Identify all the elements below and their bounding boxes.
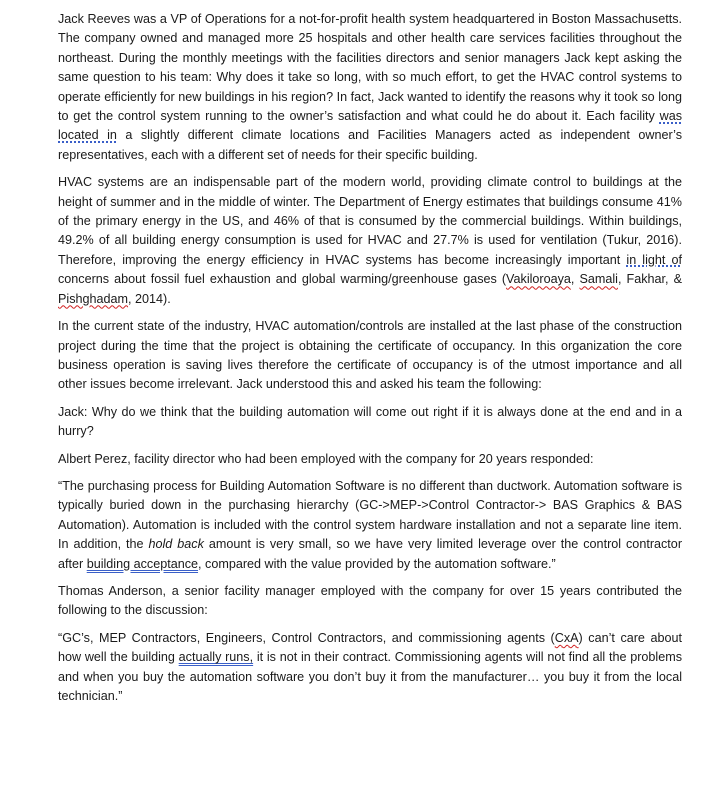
text-run: , Fakhar, &: [617, 272, 682, 287]
text-run: “The purchasing process for Building Automation Software is no different than ductwork. Automation software is typically buried down in the purchasing hierarchy (GC->MEP->Control Contractor-> BAS Graphics & BAS Automation). Automation is included with the control system hardware installation and not a separate line item. In addition, the: [58, 478, 682, 552]
text-run: Jack: Why do we think that the building automation will come out right if it is always done at the end and in a hurry?: [58, 404, 682, 439]
text-run: HVAC systems are an indispensable part of the modern world, providing climate control to buildings at the height of summer and in the middle of winter. The Department of Energy estimates that buildings consume 41% of the primary energy in the US, and 46% of that is consumed by the commercial buildings. Within buildings, 49.2% of all building energy consumption is used for HVAC and 27.7% is used for ventilation (Tukur, 2016). Therefore, improving the energy efficiency in HVAC systems has become increasingly important: [58, 175, 682, 267]
marked-text-spell[interactable]: Pishghadam: [58, 291, 129, 306]
text-run: Thomas Anderson, a senior facility manager employed with the company for over 15 years contributed the following to the discussion:: [58, 583, 682, 618]
paragraph-p3: [58, 317, 682, 395]
text-run: Jack Reeves was a VP of Operations for a not-for-profit health system headquartered in Boston Massachusetts. The company owned and managed more 25 hospitals and other health care services facilities throughout the northeast. During the monthly meetings with the facilities directors and senior managers Jack kept asking the same question to his team: Why does it take so long, with so much effort, to get the HVAC control systems to operate efficiently for new buildings in his region? In fact, Jack wanted to identify the reasons why it took so long to get the control system running to the owner’s satisfaction and what could he do about it. Each facility: [58, 12, 682, 124]
text-run: a slightly different climate locations and Facilities Managers acted as independent owner’s representatives, each with a different set of needs for their specific building.: [58, 128, 682, 162]
marked-text-grammar[interactable]: in light of: [626, 252, 683, 267]
paragraph-p8: [58, 629, 682, 707]
text-run: , 2014).: [128, 291, 171, 306]
paragraph-p5: [58, 450, 682, 469]
paragraph-p7: [58, 582, 682, 621]
text-run: “GC’s, MEP Contractors, Engineers, Control Contractors, and commissioning agents (: [58, 630, 555, 645]
paragraph-p4: [58, 403, 682, 442]
marked-text-double[interactable]: building acceptance: [86, 556, 199, 571]
text-run: In the current state of the industry, HVAC automation/controls are installed at the last phase of the construction project during the time that the project is obtaining the certificate of occupancy. In this organization the core business operation is saving lives therefore the certificate of occupancy is of the utmost importance and all other issues become irrelevant. Jack understood this and asked his team the following:: [58, 319, 682, 392]
text-run: concerns about fossil fuel exhaustion and global warming/greenhouse gases (: [58, 272, 507, 287]
text-run: ) can’t care about how well the building: [58, 630, 683, 665]
marked-text-grammar[interactable]: was located in: [58, 109, 682, 143]
marked-text-spell[interactable]: Vakiloroaya: [506, 272, 571, 287]
marked-text-spell[interactable]: CxA: [554, 630, 579, 645]
paragraph-p2: [58, 173, 682, 309]
marked-text-italic: hold back: [148, 537, 204, 552]
text-run: amount is very small, so we have very limited leverage over the control contractor after: [58, 537, 683, 571]
text-run: ,: [570, 272, 580, 287]
marked-text-double[interactable]: actually runs,: [178, 650, 254, 665]
text-run: Albert Perez, facility director who had been employed with the company for 20 years responded:: [58, 451, 594, 466]
marked-text-spell[interactable]: Samali: [579, 272, 618, 287]
paragraph-p6: [58, 477, 682, 574]
text-run: , compared with the value provided by the automation software.”: [198, 556, 556, 571]
paragraph-p1: [58, 10, 682, 165]
text-run: it is not in their contract. Commissioning agents will not find all the problems and when you buy the automation software you don’t buy it from the manufacturer… you buy it from the local technician.”: [58, 650, 682, 703]
